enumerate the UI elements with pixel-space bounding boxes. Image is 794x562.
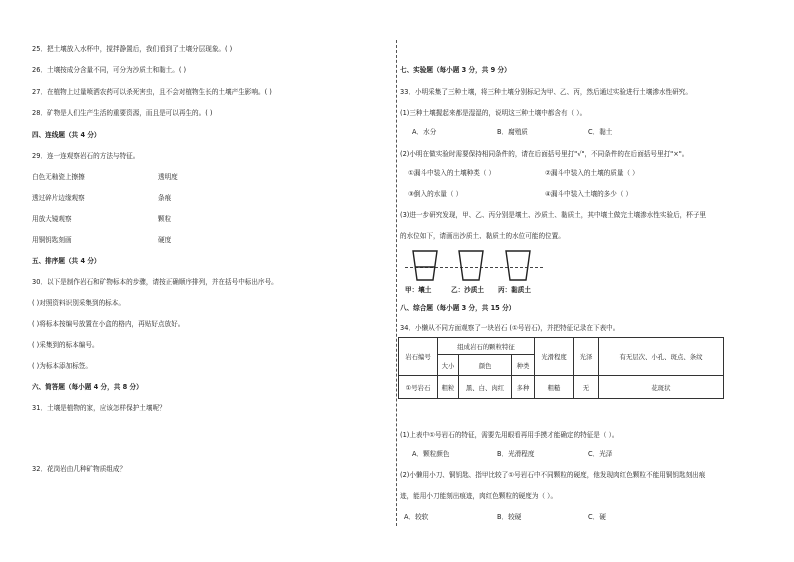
question-25: 25．把土壤放入水杯中，搅拌静置后，我们看到了土壤分层现象。( ) — [32, 45, 233, 53]
header-rock-id: 岩石编号 — [399, 338, 438, 376]
question-33-3-line1: (3)进一步研究发现，甲、乙、丙分别是壤土、沙质土、黏质土，其中壤土做完土壤渗水性实验后，杯子里 — [400, 211, 707, 219]
cell-luster: 无 — [574, 376, 599, 399]
q34-1-option-b: B．光滑程度 — [497, 450, 535, 458]
beaker-label-yi: 乙：沙质土 — [451, 286, 484, 294]
q33-1-option-a: A．水分 — [412, 128, 437, 136]
question-34-2-line1: (2)小懒用小刀、铜钥匙、指甲比较了①号岩石中不同颗粒的硬度，他发现肉红色颗粒不能用铜钥匙刻出痕 — [400, 471, 706, 479]
q33-2-item-4: ④漏斗中装入土壤的多少（ ） — [545, 190, 633, 198]
table-row — [399, 376, 724, 399]
match-left-1: 白色无釉瓷上擦擦 — [32, 173, 85, 181]
q33-1-option-c: C．黏土 — [588, 128, 613, 136]
question-30: 30．以下是制作岩石和矿物标本的步骤，请按正确顺序排列，并在括号中标出序号。 — [32, 278, 278, 286]
question-27: 27．在植物上过量喷洒农药可以杀死害虫，且不会对植物生长的土壤产生影响。( ) — [32, 88, 272, 96]
question-34: 34．小懒从不同方面观察了一块岩石 (①号岩石)，并把特征记录在下表中。 — [400, 324, 620, 332]
beaker-yi-icon — [457, 250, 485, 281]
match-left-3: 用放大镜观察 — [32, 215, 72, 223]
question-33-1: (1)三种土壤握起来都是湿湿的，说明这三种土壤中都含有（ ）。 — [400, 109, 587, 117]
section-6-heading: 六、简答题（每小题 4 分，共 8 分） — [32, 383, 143, 391]
q33-2-item-1: ①漏斗中装入的土壤种类（ ） — [408, 169, 496, 177]
question-32: 32．花岗岩由几种矿物质组成？ — [32, 465, 127, 473]
header-size: 大小 — [438, 355, 459, 376]
cell-kind: 多种 — [512, 376, 535, 399]
q34-2-option-b: B．较硬 — [497, 513, 522, 521]
step-1: ( )对照资料识别采集到的标本。 — [32, 299, 125, 307]
header-kind: 种类 — [512, 355, 535, 376]
question-33-2: (2)小明在做实验时需要保持相同条件的，请在后面括号里打"√"，不同条件的在后面括号里打"×"。 — [400, 150, 689, 158]
cell-size: 粗粒 — [438, 376, 459, 399]
cell-smoothness: 粗糙 — [535, 376, 574, 399]
question-26: 26．土壤按成分含量不同，可分为沙质土和黏土。( ) — [32, 66, 187, 74]
question-34-2-line2: 迹，能用小刀能刻出痕迹，肉红色颗粒的硬度为（ ）。 — [400, 492, 558, 500]
q34-2-option-c: C．硬 — [588, 513, 606, 521]
step-2: ( )将标本按编号放置在小盒的格内，再贴好点放好。 — [32, 320, 185, 328]
q34-1-option-c: C．光泽 — [588, 450, 613, 458]
section-7-heading: 七、实验题（每小题 3 分，共 9 分） — [400, 66, 511, 74]
beaker-jia-icon — [411, 250, 439, 281]
cell-rock-id: ①号岩石 — [399, 376, 438, 399]
section-4-heading: 四、连线题（共 4 分） — [32, 131, 101, 139]
q33-2-item-3: ③倒入的水量（ ） — [408, 190, 463, 198]
beaker-diagram — [405, 250, 565, 296]
section-8-heading: 八、综合题（每小题 3 分，共 15 分） — [400, 304, 516, 312]
match-right-4: 硬度 — [158, 236, 172, 244]
q33-1-option-b: B．腐殖质 — [497, 128, 528, 136]
header-grain-features: 组成岩石的颗粒特征 — [438, 338, 535, 355]
q33-2-item-2: ②漏斗中装入的土壤的质量（ ） — [545, 169, 639, 177]
q34-2-option-a: A．较软 — [404, 513, 429, 521]
cell-color: 黑、白、肉红 — [459, 376, 512, 399]
match-right-1: 透明度 — [158, 173, 178, 181]
header-luster: 光泽 — [574, 338, 599, 376]
question-33-3-line2: 的水位如下，请画出沙质土、黏质土的水位可能的位置。 — [400, 232, 565, 240]
match-right-2: 条痕 — [158, 194, 172, 202]
beaker-bing-icon — [504, 250, 532, 281]
question-33: 33．小明采集了三种土壤，将三种土壤分别标记为甲、乙、丙，然后通过实验进行土壤渗水性研究。 — [400, 88, 692, 96]
question-29: 29．连一连观察岩石的方法与特征。 — [32, 152, 140, 160]
match-left-2: 透过碎片边缘观察 — [32, 194, 85, 202]
match-right-3: 颗粒 — [158, 215, 172, 223]
question-31: 31．土壤是植物的家，应该怎样保护土壤呢？ — [32, 404, 166, 412]
step-4: ( )为标本添加标签。 — [32, 362, 92, 370]
question-34-1: (1)上表中①号岩石的特征，需要先用眼看再用手摸才能确定的特征是（ ）。 — [400, 431, 619, 439]
header-color: 颜色 — [459, 355, 512, 376]
header-smoothness: 光滑程度 — [535, 338, 574, 376]
step-3: ( )采集到的标本编号。 — [32, 341, 99, 349]
cell-layers: 花斑状 — [599, 376, 724, 399]
beaker-label-bing: 丙：黏质土 — [498, 286, 531, 294]
beaker-label-jia: 甲：壤土 — [405, 286, 432, 294]
q34-1-option-a: A．颗粒颜色 — [412, 450, 450, 458]
match-left-4: 用铜钥匙刻画 — [32, 236, 72, 244]
rock-feature-table — [398, 337, 724, 399]
section-5-heading: 五、排序题（共 4 分） — [32, 257, 101, 265]
header-layers: 有无层次、小孔、斑点、条纹 — [599, 338, 724, 376]
column-divider — [396, 40, 397, 526]
question-28: 28．矿物是人们生产生活的重要资源，而且是可以再生的。( ) — [32, 109, 213, 117]
